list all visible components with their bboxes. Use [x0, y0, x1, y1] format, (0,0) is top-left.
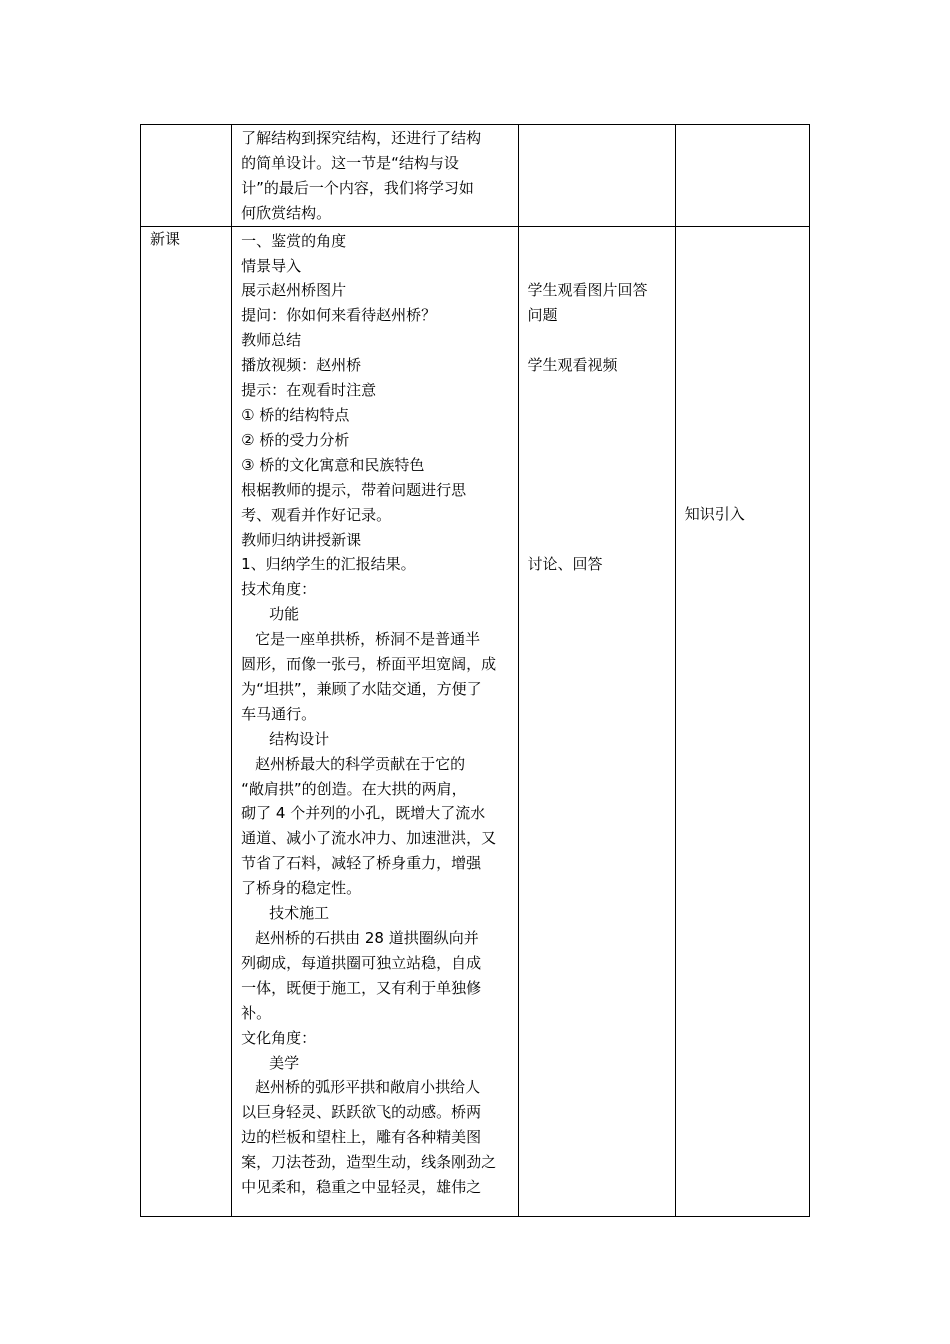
lesson-plan-table [140, 124, 810, 1217]
text-line: ③ 桥的文化寓意和民族特色 [241, 455, 425, 474]
text-line: 圆形，而像一张弓，桥面平坦宽阔，成 [241, 655, 497, 674]
spacer [528, 328, 666, 353]
spacer [528, 403, 666, 428]
culture-label: 文化角度： [241, 1028, 317, 1047]
text-line: 播放视频：赵州桥 [241, 356, 362, 375]
table-row-new-lesson [141, 226, 810, 1216]
spacer [528, 502, 666, 527]
spacer [685, 353, 800, 378]
spacer [528, 527, 666, 552]
function-heading: 功能 [269, 605, 300, 624]
spacer [685, 229, 800, 254]
table-row-continued [141, 125, 810, 227]
structure-heading: 结构设计 [269, 729, 330, 748]
text-line: “敞肩拱”的创造。在大拱的两肩， [241, 779, 467, 798]
spacer [685, 378, 800, 403]
text-line: 赵州桥的石拱由 28 道拱圈纵向并 [255, 929, 479, 947]
spacer [685, 303, 800, 328]
design-intent-label: 知识引入 [684, 505, 745, 524]
text-line: 根椐教师的提示，带着问题进行思 [241, 480, 467, 499]
text-line: 为“坦拱”，兼顾了水陆交通，方便了 [241, 679, 482, 698]
spacer [528, 254, 666, 279]
design-intent-cell-empty [675, 125, 809, 227]
student-activity-1: 学生观看图片回答 [527, 281, 648, 300]
text-line: ② 桥的受力分析 [241, 430, 350, 449]
text-line: 了桥身的稳定性。 [241, 879, 362, 898]
text-line: 技术角度： [241, 580, 317, 599]
text-line: 边的栏板和望柱上，雕有各种精美图 [241, 1128, 482, 1147]
text-line: 提示：在观看时注意 [241, 381, 377, 400]
stage-label: 新课 [150, 229, 181, 248]
text-line: 1、归纳学生的汇报结果。 [241, 555, 416, 574]
student-activity-cell-empty [518, 125, 675, 227]
text-line: 它是一座单拱桥，桥洞不是普通半 [255, 630, 481, 649]
text-line: ① 桥的结构特点 [241, 405, 350, 424]
text-line: 一体，既便于施工，又有利于单独修 [241, 978, 482, 997]
spacer [685, 254, 800, 279]
text-line: 列砌成，每道拱圈可独立站稳，自成 [241, 953, 482, 972]
teacher-activity-cell [232, 125, 518, 227]
design-intent-cell [675, 226, 809, 1216]
continued-text [241, 125, 508, 226]
stage-cell-empty [141, 125, 232, 227]
text-line: 了解结构到探究结构，还进行了结构 [241, 129, 482, 147]
text-line: 展示赵州桥图片 [241, 281, 347, 300]
text-line: 车马通行。 [241, 704, 317, 723]
text-line: 情景导入 [241, 256, 302, 275]
text-line: 教师总结 [241, 331, 302, 350]
student-activity-text [528, 227, 666, 578]
spacer [528, 478, 666, 503]
design-intent-text [685, 227, 800, 528]
spacer [685, 403, 800, 428]
spacer [685, 328, 800, 353]
text-line: 提问：你如何来看待赵州桥？ [241, 306, 437, 325]
spacer [685, 428, 800, 453]
text-line: 计”的最后一个内容，我们将学习如 [241, 178, 474, 197]
teacher-activity-text [241, 227, 508, 1200]
text-line: 教师归纳讲授新课 [241, 530, 362, 549]
spacer [685, 278, 800, 303]
text-line: 中见柔和，稳重之中显轻灵，雄伟之 [241, 1178, 482, 1197]
text-line: 节省了石料，减轻了桥身重力，增强 [241, 854, 482, 873]
aesthetic-heading: 美学 [269, 1053, 300, 1072]
spacer [685, 453, 800, 478]
teacher-activity-cell [232, 226, 518, 1216]
spacer [528, 378, 666, 403]
student-activity-3: 讨论、回答 [527, 555, 603, 574]
spacer [528, 229, 666, 254]
text-line: 案，刀法苍劲，造型生动，线条刚劲之 [241, 1153, 497, 1172]
text-line: 通道、减小了流水冲力、加速泄洪，又 [241, 829, 497, 848]
text-line: 砌了 4 个并列的小孔，既增大了流水 [241, 804, 486, 823]
text-line: 以巨身轻灵、跃跃欲飞的动感。桥两 [241, 1103, 482, 1122]
text-line: 一、鉴赏的角度 [241, 231, 347, 250]
spacer [528, 428, 666, 453]
text-line: 考、观看并作好记录。 [241, 505, 392, 524]
stage-cell [141, 226, 232, 1216]
spacer [685, 478, 800, 503]
student-activity-cell [518, 226, 675, 1216]
text-line: 的简单设计。这一节是“结构与设 [241, 153, 459, 172]
student-activity-2: 学生观看视频 [527, 356, 618, 375]
text-line: 赵州桥的弧形平拱和敞肩小拱给人 [255, 1078, 481, 1097]
text-line: 何欣赏结构。 [241, 203, 332, 222]
spacer [528, 453, 666, 478]
text-line: 赵州桥最大的科学贡献在于它的 [255, 754, 466, 773]
student-activity-1-cont: 问题 [527, 306, 558, 325]
text-line: 补。 [241, 1003, 272, 1022]
construction-heading: 技术施工 [269, 904, 330, 923]
